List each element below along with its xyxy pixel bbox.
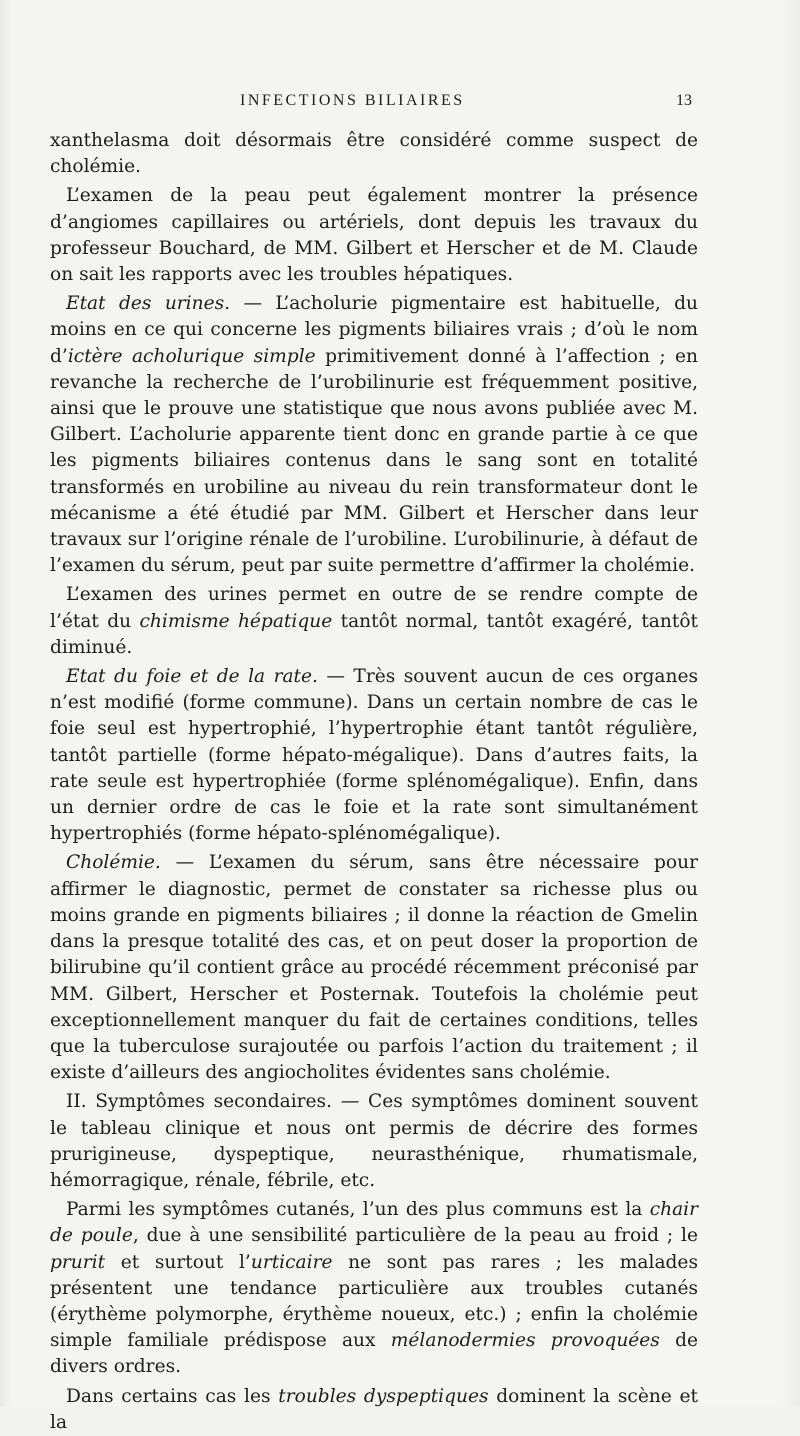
paragraph xyxy=(50,291,698,579)
body-text xyxy=(50,128,698,1436)
italic-text: chimisme hépatique xyxy=(139,610,333,632)
paragraph xyxy=(50,1089,698,1194)
italic-text: Cholémie. xyxy=(66,852,161,874)
italic-text: prurit xyxy=(50,1251,106,1273)
running-head xyxy=(0,92,800,116)
paragraph xyxy=(50,850,698,1086)
text-run: , due à une sensibilité particulière de la peau au froid ; le xyxy=(132,1225,699,1247)
paragraph xyxy=(50,128,698,180)
paragraph xyxy=(50,1384,698,1436)
text-run: — Très souvent aucun de ces organes n’est modifié (forme commune). Dans un certain nombre de cas le foie seul est hypertrophié, l’hypertrophie étant tantôt régulière, tantôt partielle (forme hépato-mégalique). Dans d’autres faits, la rate seule est hypertrophiée (forme splénomégalique). Enfin, dans un dernier ordre de cas le foie et la rate sont simultanément hypertrophiés (forme hépato-splénomégalique). xyxy=(50,666,698,845)
text-run: L’examen de la peau peut également montrer la présence d’angiomes capillaires ou artériels, dont depuis les travaux du professeur Bouchard, de MM. Gilbert et Herscher et de M. Claude on sait les rapports avec les troubles hépatiques. xyxy=(50,185,698,286)
text-run: dominent la scène et la xyxy=(50,1385,698,1433)
italic-text: ictère acholurique simple xyxy=(67,345,316,367)
text-run: ne sont pas rares ; les malades présentent une tendance particulière aux troubles cutanés (érythème polymorphe, érythème noueux, etc.) ; enfin la cholémie simple familiale prédispose aux xyxy=(50,1251,698,1352)
text-run: de divers ordres. xyxy=(50,1330,698,1378)
text-run: Parmi les symptômes cutanés, l’un des plus communs est la xyxy=(66,1199,650,1221)
text-run: tantôt normal, tantôt exagéré, tantôt diminué. xyxy=(50,610,698,658)
paragraph xyxy=(50,1197,698,1380)
text-run: et surtout l’ xyxy=(105,1251,251,1273)
page-number: 13 xyxy=(676,92,692,109)
italic-text: chair de poule xyxy=(50,1199,698,1247)
italic-text: Etat du foie et de la rate. xyxy=(66,666,318,688)
text-run: II. Symptômes secondaires. — Ces symptômes dominent souvent le tableau clinique et nous ont permis de décrire des formes prurigineuse, dyspeptique, neurasthénique, rhumatismale, hémorragique, rénale, fébrile, etc. xyxy=(50,1091,698,1191)
paragraph xyxy=(50,664,698,847)
italic-text: urticaire xyxy=(250,1251,333,1273)
italic-text: troubles dyspeptiques xyxy=(278,1385,489,1407)
paragraph xyxy=(50,183,698,288)
italic-text: mélanodermies provoquées xyxy=(390,1330,660,1352)
text-run: — L’examen du sérum, sans être nécessaire pour affirmer le diagnostic, permet de constater sa richesse plus ou moins grande en pigments biliaires ; il donne la réaction de Gmelin dans la presque totalité des cas, et on peut doser la proportion de bilirubine qu’il contient grâce au procédé récemment préconisé par MM. Gilbert, Herscher et Posternak. Toutefois la cholémie peut exceptionnellement manquer du fait de certaines conditions, telles que la tuberculose surajoutée ou parfois l’action du traitement ; il existe d’ailleurs des angiocholites évidentes sans cholémie. xyxy=(50,852,698,1084)
text-run: Dans certains cas les xyxy=(66,1385,279,1407)
paragraph xyxy=(50,582,698,661)
italic-text: Etat des urines. xyxy=(66,293,231,315)
running-title: INFECTIONS BILIAIRES xyxy=(240,92,465,109)
text-run: primitivement donné à l’affection ; en revanche la recherche de l’urobilinurie est fréquemment positive, ainsi que le prouve une statistique que nous avons publiée avec M. Gilbert. L’acholurie apparente tient donc en grande partie à ce que les pigments biliaires contenus dans le sang sont en totalité transformés en urobiline au niveau du rein transformateur dont le mécanisme a été étudié par MM. Gilbert et Herscher dans leur travaux sur l’origine rénale de l’urobiline. L’urobilinurie, à défaut de l’examen du sérum, peut par suite permettre d’affirmer la cholémie. xyxy=(50,345,698,577)
text-run: — L’acholurie pigmentaire est habituelle, du moins en ce qui concerne les pigments biliaires vrais ; d’où le nom d’ xyxy=(50,293,698,367)
text-run: L’examen des urines permet en outre de se rendre compte de l’état du xyxy=(50,584,698,632)
text-run: xanthelasma doit désormais être considéré comme suspect de cholémie. xyxy=(50,130,698,178)
